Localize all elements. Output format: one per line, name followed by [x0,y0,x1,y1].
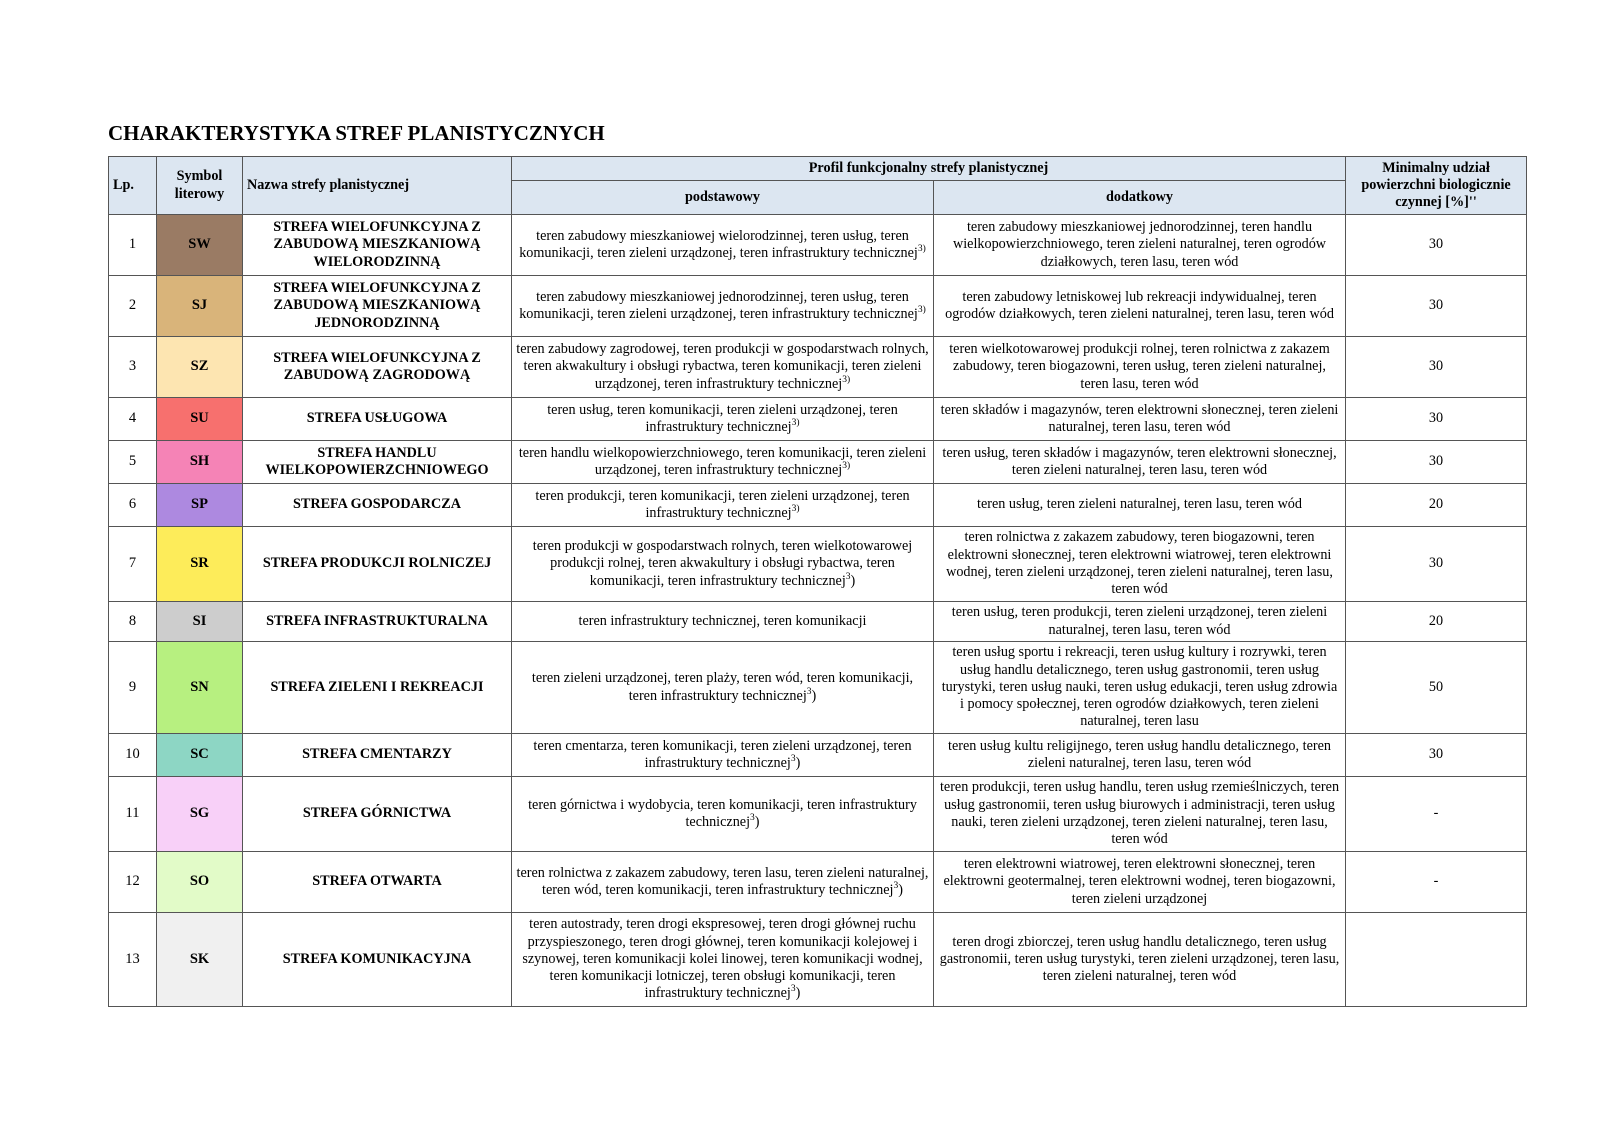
row-lp: 3 [109,337,157,398]
zone-name: STREFA WIELOFUNKCYJNA Z ZABUDOWĄ ZAGRODOWĄ [243,337,512,398]
zone-basic-profile [512,441,934,484]
footnote-marker: 3 [790,984,796,995]
zone-name: STREFA WIELOFUNKCYJNA Z ZABUDOWĄ MIESZKANIOWĄ JEDNORODZINNĄ [243,276,512,337]
row-lp: 8 [109,602,157,642]
table-row [109,441,1527,484]
zone-additional-profile: teren produkcji, teren usług handlu, teren usług rzemieślniczych, teren usług gastronomii, teren usług biurowych i administracji, teren usług nauki, teren zieleni urządzonej, teren zieleni naturalnej, teren lasu, teren wód [934,777,1346,852]
zone-name: STREFA HANDLU WIELKOPOWIERZCHNIOWEGO [243,441,512,484]
row-lp: 9 [109,642,157,734]
zone-name: STREFA WIELOFUNKCYJNA Z ZABUDOWĄ MIESZKANIOWĄ WIELORODZINNĄ [243,215,512,276]
zone-additional-profile: teren usług sportu i rekreacji, teren usług kultury i rozrywki, teren usług handlu detalicznego, teren usług gastronomii, teren usług turystyki, teren usług nauki, teren usług edukacji, teren usług zdrowia i pomocy społecznej, teren ogrodów działkowych, teren zieleni naturalnej, teren lasu [934,642,1346,734]
zone-basic-profile [512,398,934,441]
zone-name: STREFA CMENTARZY [243,734,512,777]
header-symbol: Symbol literowy [157,157,243,215]
zone-symbol-swatch: SO [157,852,243,913]
zone-basic-profile [512,913,934,1007]
zone-additional-profile: teren wielkotowarowej produkcji rolnej, teren rolnictwa z zakazem zabudowy, teren biogazowni, teren usług, teren zieleni naturalnej, teren lasu, teren wód [934,337,1346,398]
footnote-marker: 3) [917,244,926,254]
table-row [109,602,1527,642]
table-row [109,734,1527,777]
header-basic: podstawowy [512,181,934,215]
basic-profile-text: teren zabudowy zagrodowej, teren produkcji w gospodarstwach rolnych, teren akwakultury i obsługi rybactwa, teren komunikacji, teren zieleni urządzonej, teren infrastruktury technicznej [516,341,929,392]
zone-name: STREFA ZIELENI I REKREACJI [243,642,512,734]
header-lp: Lp. [109,157,157,215]
footnote-marker: 3 [806,686,812,697]
zone-additional-profile: teren usług kultu religijnego, teren usług handlu detalicznego, teren zieleni naturalnej, teren lasu, teren wód [934,734,1346,777]
zone-symbol-swatch: SI [157,602,243,642]
zone-symbol-swatch: SR [157,527,243,602]
basic-profile-text: teren rolnictwa z zakazem zabudowy, teren lasu, teren zieleni naturalnej, teren wód, teren komunikacji, teren infrastruktury technicznej [516,864,929,898]
footnote-marker: 3) [791,418,800,428]
basic-profile-tail: ) [754,814,760,830]
zone-symbol-swatch: SP [157,484,243,527]
zone-basic-profile [512,852,934,913]
zone-symbol-swatch: SZ [157,337,243,398]
zone-symbol-swatch: SJ [157,276,243,337]
basic-profile-tail: ) [898,882,903,898]
document-page [108,120,1526,1007]
table-row [109,852,1527,913]
basic-profile-text: teren zabudowy mieszkaniowej jednorodzinnej, teren usług, teren komunikacji, teren zieleni urządzonej, teren infrastruktury technicznej [519,288,918,322]
row-lp: 5 [109,441,157,484]
row-lp: 7 [109,527,157,602]
zone-min-bio-share: 50 [1346,642,1527,734]
zone-symbol-swatch: SC [157,734,243,777]
zone-name: STREFA USŁUGOWA [243,398,512,441]
table-row [109,276,1527,337]
row-lp: 6 [109,484,157,527]
table-row [109,337,1527,398]
zone-min-bio-share: 20 [1346,484,1527,527]
table-row [109,913,1527,1007]
zone-min-bio-share: - [1346,852,1527,913]
footnote-marker: 3) [842,461,851,471]
header-name: Nazwa strefy planistycznej [243,157,512,215]
zone-additional-profile: teren elektrowni wiatrowej, teren elektrowni słonecznej, teren elektrowni geotermalnej, teren elektrowni wodnej, teren biogazowni, teren zieleni urządzonej [934,852,1346,913]
row-lp: 12 [109,852,157,913]
basic-profile-text: teren autostrady, teren drogi ekspresowej, teren drogi głównej ruchu przyspieszonego, teren drogi głównej, teren komunikacji kolejowej i szynowej, teren komunikacji kolei linowej, teren komunikacji wodnej, teren komunikacji lotniczej, teren obsługi komunikacji, teren infrastruktury technicznej [522,916,923,1002]
zone-basic-profile [512,484,934,527]
basic-profile-text: teren usług, teren komunikacji, teren zieleni urządzonej, teren infrastruktury technicznej [547,401,898,435]
zone-min-bio-share: 30 [1346,527,1527,602]
zone-basic-profile [512,276,934,337]
table-row [109,484,1527,527]
zone-name: STREFA OTWARTA [243,852,512,913]
zone-name: STREFA PRODUKCJI ROLNICZEJ [243,527,512,602]
zone-additional-profile: teren rolnictwa z zakazem zabudowy, teren biogazowni, teren elektrowni słonecznej, teren elektrowni wiatrowej, teren elektrowni wodnej, teren zieleni urządzonej, teren zieleni naturalnej, teren lasu, teren wód [934,527,1346,602]
zone-name: STREFA GÓRNICTWA [243,777,512,852]
footnote-marker: 3 [750,813,755,823]
table-row [109,777,1527,852]
zone-basic-profile [512,642,934,734]
zone-basic-profile [512,215,934,276]
footnote-marker: 3 [845,571,851,582]
table-row [109,642,1527,734]
row-lp: 2 [109,276,157,337]
zone-min-bio-share: 30 [1346,734,1527,777]
header-profile: Profil funkcjonalny strefy planistycznej [512,157,1346,181]
table-row [109,215,1527,276]
zone-additional-profile: teren składów i magazynów, teren elektrowni słonecznej, teren zieleni naturalnej, teren lasu, teren wód [934,398,1346,441]
zone-name: STREFA KOMUNIKACYJNA [243,913,512,1007]
basic-profile-tail: ) [795,985,801,1002]
zone-basic-profile [512,602,934,642]
zone-symbol-swatch: SH [157,441,243,484]
zone-symbol-swatch: SK [157,913,243,1007]
table-header [109,157,1527,215]
row-lp: 11 [109,777,157,852]
document-title: CHARAKTERYSTYKA STREF PLANISTYCZNYCH [108,121,605,145]
basic-profile-text: teren handlu wielkopowierzchniowego, teren komunikacji, teren zieleni urządzonej, teren infrastruktury technicznej [518,444,927,478]
zone-basic-profile [512,734,934,777]
row-lp: 13 [109,913,157,1007]
footnote-marker: 3 [790,754,796,764]
basic-profile-text: teren cmentarza, teren komunikacji, teren zieleni urządzonej, teren infrastruktury technicznej [533,737,912,771]
zone-symbol-swatch: SN [157,642,243,734]
zone-min-bio-share: 30 [1346,398,1527,441]
zone-min-bio-share [1346,913,1527,1007]
zone-min-bio-share: 30 [1346,441,1527,484]
zone-name: STREFA INFRASTRUKTURALNA [243,602,512,642]
zone-additional-profile: teren drogi zbiorczej, teren usług handlu detalicznego, teren usług gastronomii, teren usług turystyki, teren zieleni urządzonej, teren lasu, teren zieleni naturalnej, teren wód [934,913,1346,1007]
row-lp: 10 [109,734,157,777]
zone-additional-profile: teren zabudowy mieszkaniowej jednorodzinnej, teren handlu wielkopowierzchniowego, teren zieleni naturalnej, teren ogrodów działkowych, teren lasu, teren wód [934,215,1346,276]
footnote-marker: 3) [917,305,926,315]
zone-additional-profile: teren usług, teren składów i magazynów, teren elektrowni słonecznej, teren zieleni naturalnej, teren lasu, teren wód [934,441,1346,484]
zone-symbol-swatch: SG [157,777,243,852]
footnote-marker: 3 [893,881,899,891]
zone-additional-profile: teren usług, teren zieleni naturalnej, teren lasu, teren wód [934,484,1346,527]
zone-name: STREFA GOSPODARCZA [243,484,512,527]
basic-profile-text: teren zieleni urządzonej, teren plaży, teren wód, teren komunikacji, teren infrastruktury technicznej [531,670,914,704]
zone-basic-profile [512,777,934,852]
zone-basic-profile [512,527,934,602]
table-body [109,215,1527,1007]
zone-min-bio-share: - [1346,777,1527,852]
basic-profile-text: teren produkcji w gospodarstwach rolnych, teren wielkotowarowej produkcji rolnej, teren akwakultury i obsługi rybactwa, teren komunikacji, teren infrastruktury technicznej [532,538,913,589]
basic-profile-text: teren infrastruktury technicznej, teren komunikacji [578,612,867,629]
zone-additional-profile: teren zabudowy letniskowej lub rekreacji indywidualnej, teren ogrodów działkowych, teren zieleni naturalnej, teren lasu, teren wód [934,276,1346,337]
zone-min-bio-share: 30 [1346,337,1527,398]
zone-symbol-swatch: SW [157,215,243,276]
table-row [109,527,1527,602]
zone-min-bio-share: 20 [1346,602,1527,642]
zone-symbol-swatch: SU [157,398,243,441]
basic-profile-text: teren produkcji, teren komunikacji, teren zieleni urządzonej, teren infrastruktury technicznej [535,487,910,521]
basic-profile-tail: ) [850,572,856,589]
basic-profile-tail: ) [811,687,817,704]
footnote-marker: 3) [791,504,800,514]
header-min-share: Minimalny udział powierzchni biologicznie czynnej [%]'' [1346,157,1527,215]
row-lp: 1 [109,215,157,276]
zone-additional-profile: teren usług, teren produkcji, teren zieleni urządzonej, teren zieleni naturalnej, teren lasu, teren wód [934,602,1346,642]
basic-profile-tail: ) [795,755,801,771]
table-row [109,398,1527,441]
footnote-marker: 3) [842,374,851,385]
row-lp: 4 [109,398,157,441]
zone-min-bio-share: 30 [1346,276,1527,337]
header-additional: dodatkowy [934,181,1346,215]
zone-min-bio-share: 30 [1346,215,1527,276]
basic-profile-text: teren górnictwa i wydobycia, teren komunikacji, teren infrastruktury technicznej [528,796,917,830]
basic-profile-text: teren zabudowy mieszkaniowej wielorodzinnej, teren usług, teren komunikacji, teren zieleni urządzonej, teren infrastruktury technicznej [519,227,918,261]
zone-basic-profile [512,337,934,398]
zones-table [108,156,1527,1007]
